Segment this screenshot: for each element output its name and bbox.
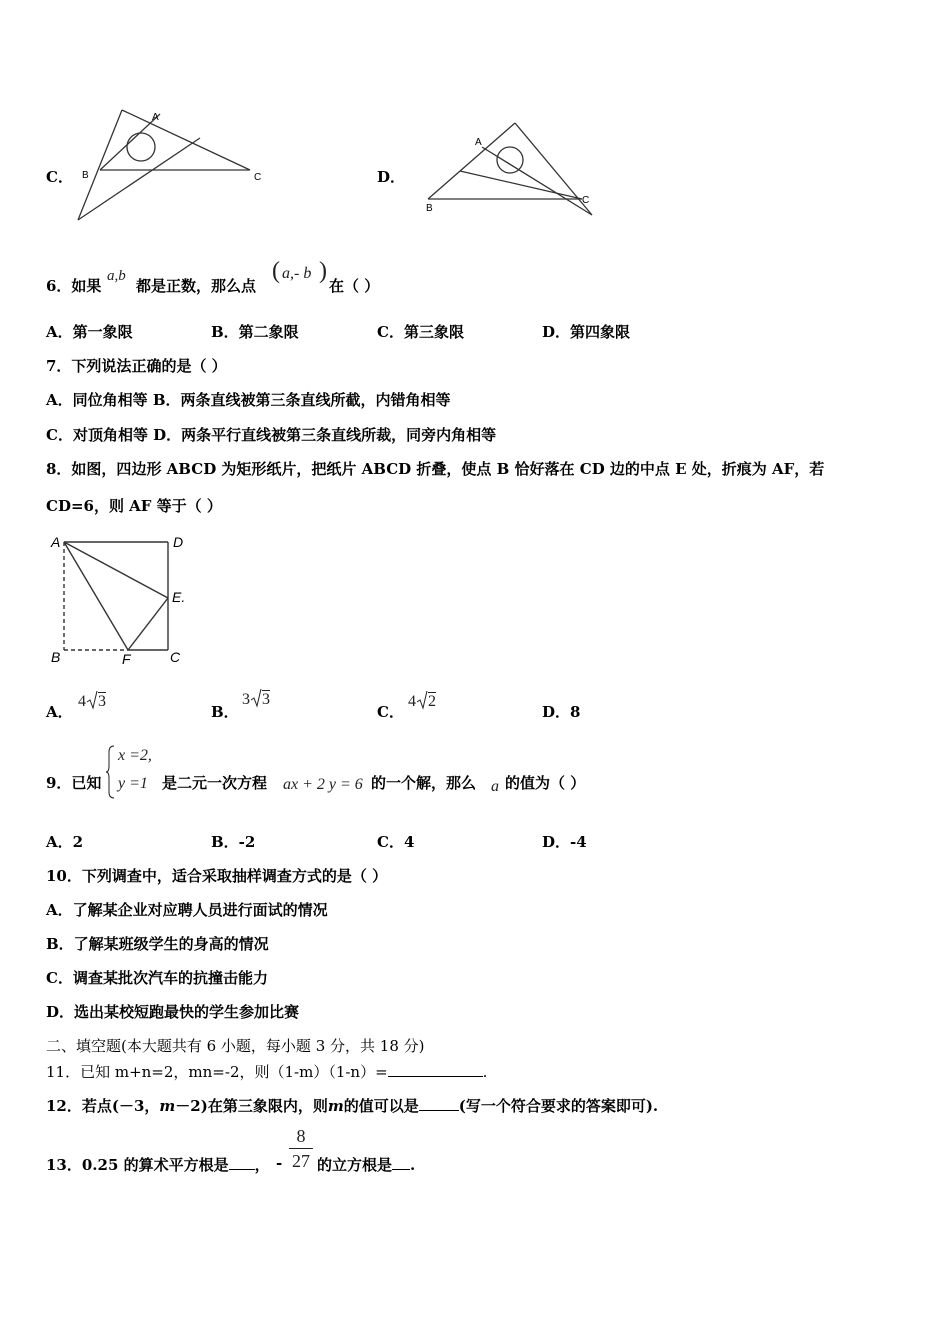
q6-option-a: A．第一象限 xyxy=(46,323,133,341)
fig-d-line-ab xyxy=(428,123,515,199)
q8-option-a-value xyxy=(78,690,106,711)
q8-label-a: A xyxy=(51,534,61,550)
q11-answer-blank xyxy=(388,1062,483,1077)
fraction-bar xyxy=(289,1148,313,1149)
q9-equation: ax + 2 y = 6 xyxy=(283,776,363,793)
radical-icon xyxy=(416,690,428,710)
q9-option-d: D．-4 xyxy=(542,833,587,851)
q11-end: . xyxy=(482,1063,488,1081)
q8-option-c-rad: 2 xyxy=(428,693,436,710)
q9-option-a: A．2 xyxy=(46,833,84,851)
fig-d-line-diag2 xyxy=(460,171,582,199)
q8-option-c-coef: 4 xyxy=(408,693,416,710)
q9-number: 9．已知 xyxy=(46,774,102,792)
q8-option-b-label: B． xyxy=(211,703,239,721)
q12-text1: 12．若点(－3， xyxy=(46,1097,160,1115)
section-2-heading: 二、填空题(本大题共有 6 小题，每小题 3 分，共 18 分) xyxy=(46,1037,425,1055)
q12 xyxy=(46,1095,658,1116)
q10-option-c: C．调查某批次汽车的抗撞击能力 xyxy=(46,969,268,987)
q13-numerator: 8 xyxy=(296,1126,306,1146)
q13-text2: ， xyxy=(254,1156,270,1174)
q6-text1: 都是正数，那么点 xyxy=(136,277,257,295)
q8-stem-line1: 8．如图，四边形 ABCD 为矩形纸片，把纸片 ABCD 折叠，使点 B 恰好落在 CD 边的中点 E 处，折痕为 AF，若 xyxy=(46,460,825,478)
q7-line2: C．对顶角相等 D．两条平行直线被第三条直线所裁，同旁内角相等 xyxy=(46,426,497,444)
q13-blank2 xyxy=(392,1155,410,1170)
q8-option-a-rad: 3 xyxy=(98,693,106,710)
q6-point: a,- b xyxy=(282,265,312,282)
q9-var-a: a xyxy=(491,778,499,795)
q5-option-d-label: D． xyxy=(377,168,406,186)
q8-line-af xyxy=(64,542,128,650)
fig-c-circle xyxy=(127,133,155,161)
q8-option-b-rad: 3 xyxy=(262,691,270,708)
fig-d-line-diag1 xyxy=(482,147,592,215)
q6-open-paren: ( xyxy=(272,258,280,284)
q6-ab: a,b xyxy=(107,268,126,284)
q12-text2: －2)在第三象限内，则 xyxy=(175,1097,328,1115)
q8-option-a-label: A． xyxy=(46,703,73,721)
q6-text2: 在（ ） xyxy=(329,277,380,295)
q8-option-c-value xyxy=(408,690,436,711)
q9-system-line2: y =1 xyxy=(118,775,148,792)
fig-d-label-b: B xyxy=(426,203,433,214)
q6-option-c: C．第三象限 xyxy=(377,323,464,341)
q8-option-c-label: C． xyxy=(377,703,404,721)
q5-option-c-label: C． xyxy=(46,168,73,186)
q13-part1 xyxy=(46,1154,270,1175)
q12-m1: m xyxy=(159,1097,176,1115)
q11-text: 11．已知 m+n=2，mn=-2，则（1-m）（1-n）= xyxy=(46,1063,388,1081)
q8-line-fe xyxy=(128,598,168,650)
q13-end: . xyxy=(410,1156,416,1174)
q13-text3: 的立方根是 xyxy=(317,1156,393,1174)
fig-d-line-ac xyxy=(515,123,592,215)
q11 xyxy=(46,1061,487,1082)
q8-option-d: D．8 xyxy=(542,703,581,721)
fig-c-label-b: B xyxy=(82,170,89,181)
q8-label-e: E. xyxy=(172,589,186,605)
radical-icon xyxy=(250,688,262,708)
q10-option-a: A．了解某企业对应聘人员进行面试的情况 xyxy=(46,901,328,919)
q8-line-ae xyxy=(64,542,168,598)
q8-figure xyxy=(46,530,206,670)
q10-stem: 10．下列调查中，适合采取抽样调查方式的是（ ） xyxy=(46,867,388,885)
q12-m2: m xyxy=(327,1097,344,1115)
q8-label-f: F xyxy=(122,651,131,667)
radical-icon xyxy=(86,690,98,710)
q12-text4: (写一个符合要求的答案即可). xyxy=(458,1097,659,1115)
q9-text2: 的一个解，那么 xyxy=(371,774,477,792)
q6-close-paren: ) xyxy=(319,258,327,284)
fig-d-label-c: C xyxy=(582,195,590,206)
q5-figure-c xyxy=(70,100,270,230)
fig-c-line-diag xyxy=(78,138,200,220)
q8-label-c: C xyxy=(170,649,181,665)
brace-icon xyxy=(106,744,116,800)
q12-text3: 的值可以是 xyxy=(343,1097,419,1115)
fig-d-label-a: A xyxy=(475,137,482,148)
q13-part2 xyxy=(317,1154,415,1175)
q13-fraction xyxy=(289,1126,313,1171)
fig-c-label-a: A xyxy=(152,112,159,123)
fig-c-line-left xyxy=(78,110,122,220)
q8-option-a-coef: 4 xyxy=(78,693,86,710)
q9-text3: 的值为（ ） xyxy=(505,774,586,792)
q13-denominator: 27 xyxy=(292,1151,310,1171)
q9-text1: 是二元一次方程 xyxy=(162,774,268,792)
q8-label-b: B xyxy=(51,649,61,665)
q8-option-b-coef: 3 xyxy=(242,691,250,708)
q7-stem: 7．下列说法正确的是（ ） xyxy=(46,357,227,375)
q13-minus: - xyxy=(276,1154,283,1172)
q7-line1: A．同位角相等 B．两条直线被第三条直线所截，内错角相等 xyxy=(46,391,451,409)
q13-blank1 xyxy=(229,1155,255,1170)
q6-option-d: D．第四象限 xyxy=(542,323,631,341)
q10-option-b: B．了解某班级学生的身高的情况 xyxy=(46,935,269,953)
fig-d-circle xyxy=(497,147,523,173)
q9-system-line1: x =2, xyxy=(118,747,152,764)
q10-option-d: D．选出某校短跑最快的学生参加比赛 xyxy=(46,1003,300,1021)
fig-c-label-c: C xyxy=(254,172,262,183)
q12-answer-blank xyxy=(419,1096,459,1111)
q9-option-b: B．-2 xyxy=(211,833,256,851)
q6-option-b: B．第二象限 xyxy=(211,323,299,341)
q5-figure-d xyxy=(420,115,610,225)
q6-number: 6．如果 xyxy=(46,277,102,295)
q8-label-d: D xyxy=(173,534,184,550)
q8-option-b-value xyxy=(242,688,270,709)
q9-option-c: C．4 xyxy=(377,833,415,851)
q13-text1: 13．0.25 的算术平方根是 xyxy=(46,1156,229,1174)
q8-stem-line2: CD=6，则 AF 等于（ ） xyxy=(46,497,222,515)
